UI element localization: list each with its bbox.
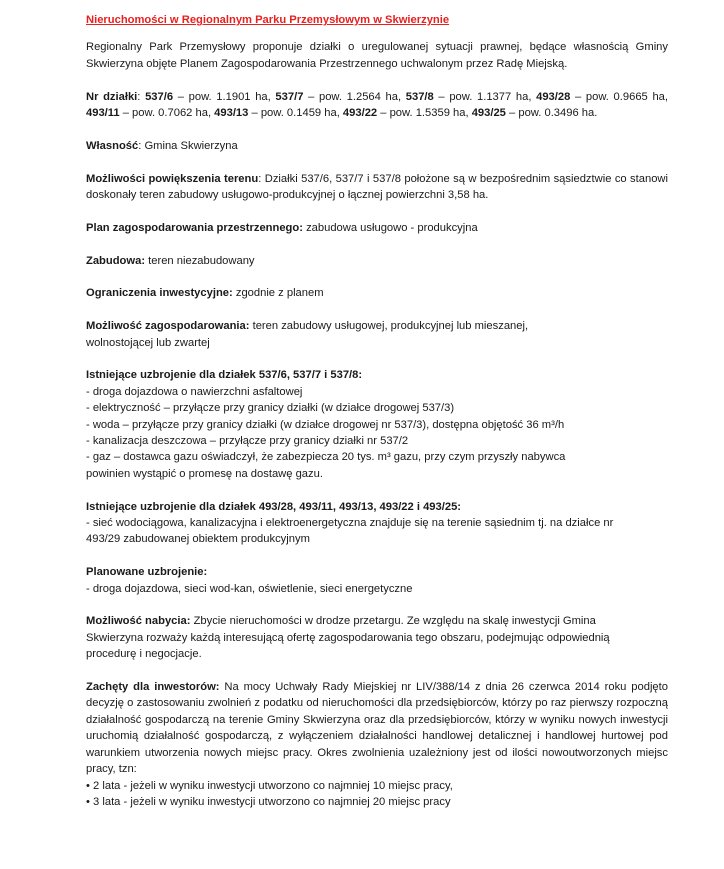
purchase-label: Możliwość nabycia: [86, 615, 191, 628]
incentives-item: • 3 lata - jeżeli w wyniku inwestycji utworzono co najmniej 20 miejsc pracy [86, 795, 451, 808]
plan-value: zabudowa usługowo - produkcyjna [306, 221, 478, 234]
plots-paragraph: Nr działki: 537/6 – pow. 1.1901 ha, 537/7 – pow. 1.2564 ha, 537/8 – pow. 1.1377 ha, 493/28 – pow. 0.9665 ha, 493/11 – pow. 0.7062 ha, 493/13 – pow. 0.1459 ha, 493/22 – pow. 1.5359 ha, 493/25 – pow. 0.3496 ha. [86, 90, 668, 120]
restrictions-paragraph [86, 285, 668, 301]
plot-id: 493/22 [342, 107, 378, 120]
planned-section [86, 564, 668, 597]
utilities-a-item: - elektryczność – przyłącze przy granicy działki (w działce drogowej 537/3) [86, 402, 455, 415]
expansion-label: Możliwości powiększenia terenu [86, 172, 259, 185]
plan-paragraph [86, 220, 668, 236]
utilities-a-label: Istniejące uzbrojenie dla działek 537/6, 537/7 i 537/8: [86, 369, 363, 382]
ownership-label: Własność [86, 139, 139, 152]
restrictions-label: Ograniczenia inwestycyjne: [86, 287, 233, 300]
plot-id: 537/7 [275, 90, 304, 103]
utilities-b-section [86, 499, 668, 548]
plot-id: 537/8 [405, 90, 434, 103]
incentives-paragraph [86, 679, 668, 777]
expansion-paragraph: Możliwości powiększenia terenu: Działki 537/6, 537/7 i 537/8 położone są w bezpośrednim sąsiedztwie co stanowi doskonały teren zabudowy usługowo-produkcyjnej o łącznej powierzchni 3,58 ha. [86, 172, 668, 202]
incentives-list [86, 778, 668, 811]
plot-area: – pow. 0.7062 ha, [119, 107, 215, 120]
plot-area: – pow. 0.1459 ha, [248, 107, 343, 120]
plot-area: – pow. 0.9665 ha, [570, 90, 668, 103]
plots-list [86, 91, 668, 119]
incentives-value: Na mocy Uchwały Rady Miejskiej nr LIV/388/14 z dnia 26 czerwca 2014 roku podjęto decyzję o zastosowaniu zwolnień z podatku od nieruchomości dla przedsiębiorców, którzy po raz pierwszy rozpoczną działalność gospodarczą na terenie Gminy Skwierzyna oraz dla przedsiębiorców, którzy w wyniku nowych inwestycji uruchomią działalność gospodarczą, z wyłączeniem działalności handlowej detalicznej i handlowej hurtowej pod warunkiem utworzenia nowych miejsc pracy. Okres zwolnienia uzależniony jest od ilości nowoutworzonych miejsc pracy, tzn: [86, 681, 668, 776]
plot-id: 537/6 [145, 90, 174, 103]
incentives-label: Zachęty dla inwestorów: [86, 681, 220, 694]
plot-id: 493/28 [536, 90, 571, 103]
intro-paragraph: Regionalny Park Przemysłowy proponuje działki o uregulowanej sytuacji prawnej, będące własnością Gminy Skwierzyna objęte Planem Zagospodarowania Przestrzennego uchwalonym przez Radę Miejską. [86, 41, 668, 70]
document-page [86, 12, 668, 810]
buildings-value: teren niezabudowany [148, 254, 255, 267]
plot-id: 493/11 [86, 107, 120, 120]
utilities-a-item: - gaz – dostawca gazu oświadczył, że zabezpiecza 20 tys. m³ gazu, przy czym przyszły nabywca powinien wystąpić o promesę na dostawę gazu. [86, 451, 566, 480]
plot-area: – pow. 1.2564 ha, [303, 90, 406, 103]
plots-label: Nr działki [86, 90, 138, 103]
plot-area: – pow. 1.1377 ha, [433, 90, 537, 103]
plot-area: – pow. 1.1901 ha, [173, 90, 276, 103]
purchase-value: Zbycie nieruchomości w drodze przetargu. Ze względu na skalę inwestycji Gmina Skwierzyna rozważy każdą interesującą ofertę zagospodarowania tego obszaru, podejmując odpowiednią procedurę i negocjacje. [86, 615, 610, 661]
utilities-a-item: - woda – przyłącze przy granicy działki (w działce drogowej nr 537/3), dostępna objętość 36 m³/h [86, 418, 565, 431]
document-title: Nieruchomości w Regionalnym Parku Przemysłowym w Skwierzynie [86, 14, 450, 26]
development-label: Możliwość zagospodarowania: [86, 320, 250, 333]
plot-area: – pow. 0.3496 ha. [505, 107, 598, 120]
buildings-label: Zabudowa: [86, 254, 146, 267]
utilities-a-item: - kanalizacja deszczowa – przyłącze przy granicy działki nr 537/2 [86, 435, 409, 448]
expansion-value: Działki 537/6, 537/7 i 537/8 położone są w bezpośrednim sąsiedztwie co stanowi doskonały teren zabudowy usługowo-produkcyjnej o łącznej powierzchni 3,58 ha. [86, 172, 668, 202]
purchase-paragraph [86, 613, 646, 662]
utilities-b-item: - sieć wodociągowa, kanalizacyjna i elektroenergetyczna znajduje się na terenie sąsiednim tj. na działce nr 493/29 zabudowanej obiektem produkcyjnym [86, 517, 614, 546]
utilities-b-label: Istniejące uzbrojenie dla działek 493/28, 493/11, 493/13, 493/22 i 493/25: [86, 500, 462, 513]
restrictions-value: zgodnie z planem [235, 287, 324, 300]
buildings-paragraph [86, 253, 668, 269]
utilities-a-section [86, 367, 668, 482]
planned-label: Planowane uzbrojenie: [86, 566, 208, 579]
plan-label: Plan zagospodarowania przestrzennego: [86, 221, 303, 234]
development-value: teren zabudowy usługowej, produkcyjnej lub mieszanej, wolnostojącej lub zwartej [86, 320, 529, 349]
utilities-a-item: - droga dojazdowa o nawierzchni asfaltowej [86, 385, 303, 398]
plot-id: 493/13 [214, 107, 249, 120]
ownership-paragraph: Własność: Gmina Skwierzyna [86, 139, 238, 152]
incentives-item: • 2 lata - jeżeli w wyniku inwestycji utworzono co najmniej 10 miejsc pracy, [86, 779, 453, 792]
ownership-value: Gmina Skwierzyna [144, 139, 238, 152]
planned-item: - droga dojazdowa, sieci wod-kan, oświetlenie, sieci energetyczne [86, 582, 413, 595]
plot-area: – pow. 1.5359 ha, [377, 107, 472, 120]
plot-id: 493/25 [471, 107, 506, 120]
development-paragraph [86, 318, 566, 351]
